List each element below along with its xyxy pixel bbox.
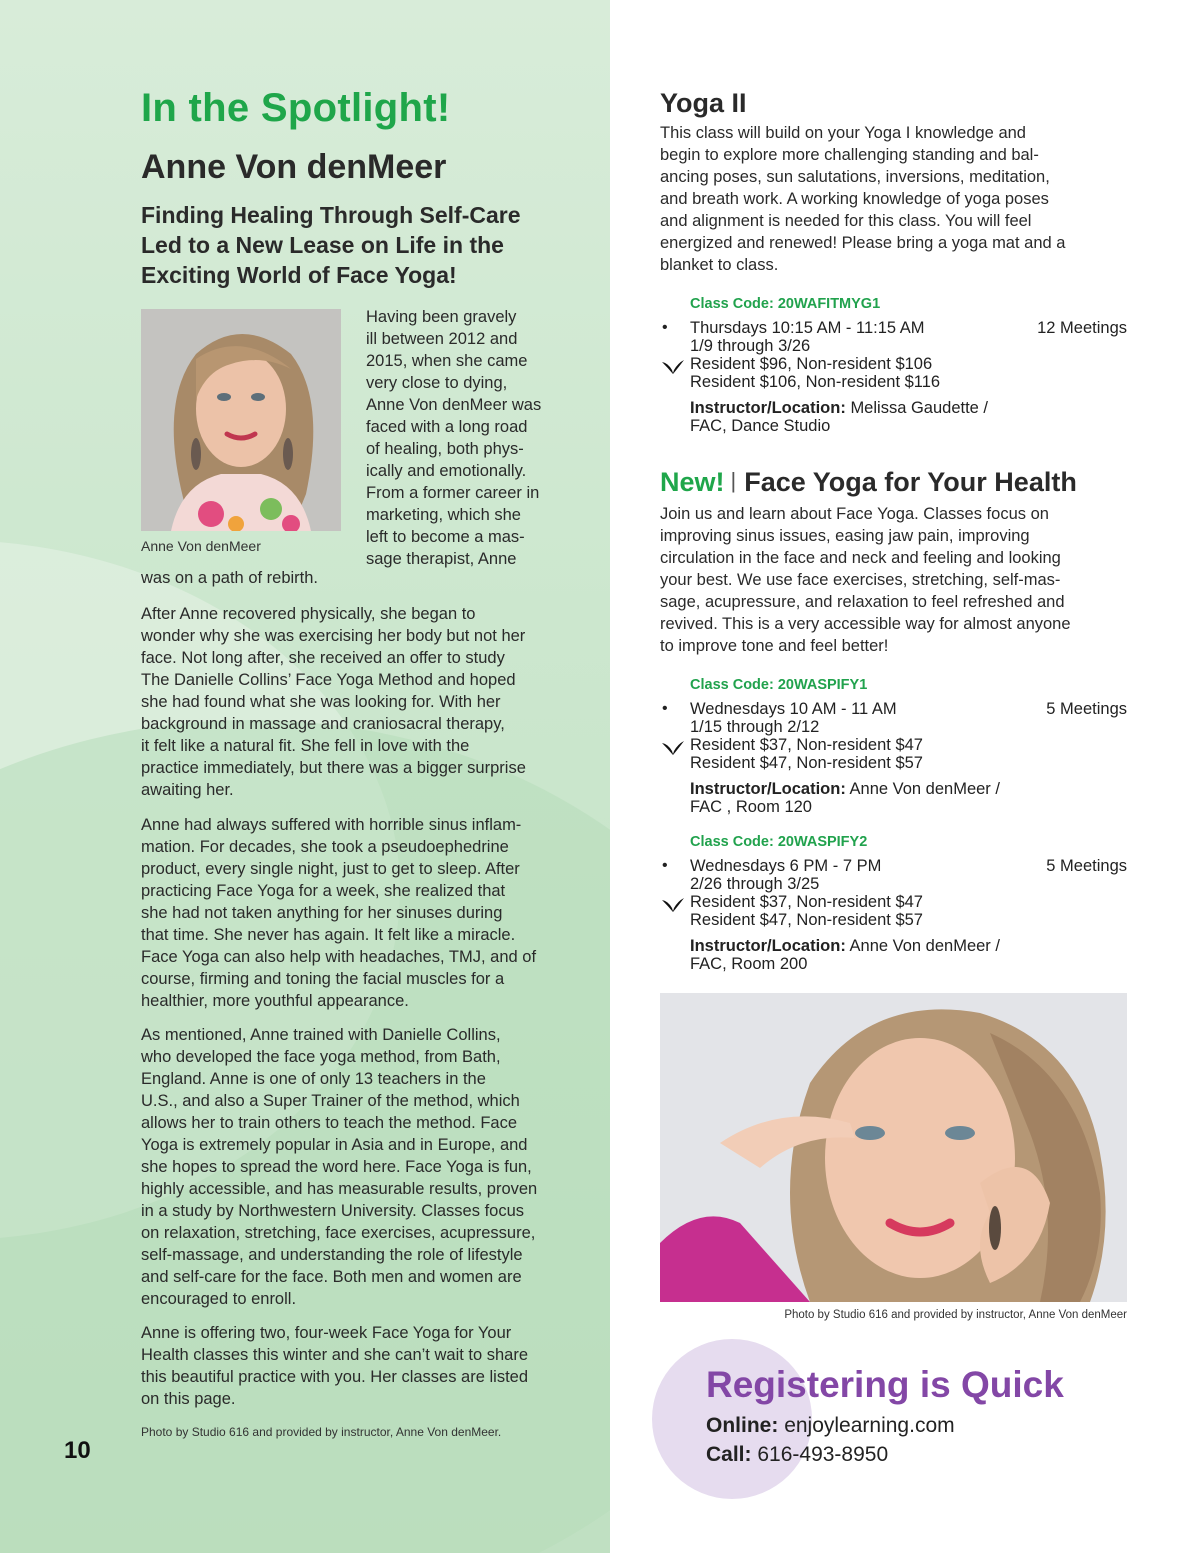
- online-label: Online:: [706, 1414, 779, 1437]
- text-line: improving sinus issues, easing jaw pain, improving: [660, 527, 1030, 545]
- class-time: Thursdays 10:15 AM - 11:15 AM: [690, 319, 925, 337]
- person-name: Anne Von denMeer: [141, 148, 447, 186]
- class-price: Resident $47, Non-resident $57: [690, 754, 923, 772]
- text-line: ically and emotionally.: [366, 462, 527, 480]
- subtitle-line: Exciting World of Face Yoga!: [141, 262, 457, 288]
- text-line: energized and renewed! Please bring a yoga mat and a: [660, 234, 1066, 252]
- class-price: Resident $37, Non-resident $47: [690, 736, 923, 754]
- text-line: Health classes this winter and she can’t wait to share: [141, 1346, 529, 1364]
- new-badge: New!: [660, 467, 725, 497]
- text-line: highly accessible, and has measurable results, proven: [141, 1180, 538, 1198]
- intro-paragraph: [366, 306, 566, 570]
- wing-icon: [661, 740, 685, 756]
- class-code: Class Code: 20WASPIFY1: [690, 677, 868, 693]
- text-line: From a former career in: [366, 484, 540, 502]
- text-line: circulation in the face and neck and feeling and looking: [660, 549, 1061, 567]
- spotlight-title: In the Spotlight!: [141, 86, 451, 130]
- text-line: self-massage, and understanding the role of lifestyle: [141, 1246, 523, 1264]
- text-line: 2015, when she came: [366, 352, 528, 370]
- text-line: she had found what she was looking for. With her: [141, 693, 501, 711]
- text-line: marketing, which she: [366, 506, 521, 524]
- class-price: Resident $106, Non-resident $116: [690, 373, 941, 391]
- class-description: [660, 503, 1130, 657]
- text-line: face. Not long after, she received an offer to study: [141, 649, 505, 667]
- website-link[interactable]: enjoylearning.com: [784, 1414, 955, 1437]
- phone-number[interactable]: 616-493-8950: [757, 1443, 889, 1466]
- text-line: ancing poses, sun salutations, inversions, meditation,: [660, 168, 1050, 186]
- text-line: Anne is offering two, four-week Face Yoga for Your: [141, 1324, 512, 1342]
- text-line: and breath work. A working knowledge of yoga poses: [660, 190, 1049, 208]
- instructor-location: [690, 399, 988, 435]
- wing-icon: [661, 359, 685, 375]
- text-line: awaiting her.: [141, 781, 234, 799]
- class-dates: 1/9 through 3/26: [690, 337, 811, 355]
- text-line: practicing Face Yoga for a week, she realized that: [141, 882, 506, 900]
- meetings-count: 5 Meetings: [1046, 700, 1127, 718]
- text-line: Anne Von denMeer was: [366, 396, 542, 414]
- text-line: on relaxation, stretching, face exercises, acupressure,: [141, 1224, 536, 1242]
- text-line: very close to dying,: [366, 374, 508, 392]
- text-line: healthier, more youthful appearance.: [141, 992, 409, 1010]
- article-paragraph: [141, 603, 561, 801]
- text-line: After Anne recovered physically, she began to: [141, 605, 476, 623]
- text-line: revived. This is a very accessible way for almost anyone: [660, 615, 1071, 633]
- text-line: and self-care for the face. Both men and women are: [141, 1268, 522, 1286]
- text-line: sage therapist, Anne: [366, 550, 517, 568]
- class-dates: 2/26 through 3/25: [690, 875, 820, 893]
- class-title-face-yoga: [660, 467, 1077, 498]
- class-price: Resident $37, Non-resident $47: [690, 893, 923, 911]
- text-line: wonder why she was exercising her body but not her: [141, 627, 526, 645]
- meetings-count: 12 Meetings: [1037, 319, 1127, 337]
- title-separator: |: [730, 468, 737, 493]
- text-line: Join us and learn about Face Yoga. Classes focus on: [660, 505, 1049, 523]
- class-price: Resident $47, Non-resident $57: [690, 911, 923, 929]
- text-line: As mentioned, Anne trained with Danielle Collins,: [141, 1026, 501, 1044]
- text-line: England. Anne is one of only 13 teachers in the: [141, 1070, 486, 1088]
- bullet: •: [662, 700, 668, 717]
- portrait-caption: Anne Von denMeer: [141, 538, 261, 554]
- instructor-label: Instructor/Location:: [690, 937, 846, 955]
- class-code: Class Code: 20WAFITMYG1: [690, 296, 881, 312]
- class-schedule: [690, 700, 923, 772]
- text-line: it felt like a natural fit. She fell in love with the: [141, 737, 470, 755]
- face-yoga-title: Face Yoga for Your Health: [744, 467, 1077, 497]
- text-line: U.S., and also a Super Trainer of the method, which: [141, 1092, 520, 1110]
- class-location: FAC , Room 120: [690, 798, 812, 816]
- text-line: Face Yoga can also help with headaches, TMJ, and of: [141, 948, 537, 966]
- registration-phone: [706, 1443, 888, 1467]
- article-paragraph: [141, 814, 561, 1012]
- text-line: allows her to train others to teach the method. Face: [141, 1114, 518, 1132]
- text-line: she hopes to spread the word here. Face Yoga is fun,: [141, 1158, 532, 1176]
- instructor-location: [690, 937, 1000, 973]
- instructor-label: Instructor/Location:: [690, 780, 846, 798]
- intro-continuation: was on a path of rebirth.: [141, 569, 319, 587]
- text-line: your best. We use face exercises, stretching, self-mas-: [660, 571, 1061, 589]
- text-line: course, firming and toning the facial muscles for a: [141, 970, 505, 988]
- text-line: that time. She never has again. It felt like a miracle.: [141, 926, 516, 944]
- class-price: Resident $96, Non-resident $106: [690, 355, 933, 373]
- text-line: in a study by Northwestern University. Classes focus: [141, 1202, 525, 1220]
- class-time: Wednesdays 6 PM - 7 PM: [690, 857, 882, 875]
- class-title-yoga-ii: Yoga II: [660, 88, 747, 118]
- text-line: left to become a mas-: [366, 528, 525, 546]
- instructor-photo: [660, 993, 1127, 1302]
- text-line: mation. For decades, she took a pseudoephedrine: [141, 838, 509, 856]
- text-line: practice immediately, but there was a bigger surprise: [141, 759, 526, 777]
- article-paragraph: [141, 1024, 561, 1310]
- text-line: This class will build on your Yoga I knowledge and: [660, 124, 1026, 142]
- instructor-name: Melissa Gaudette /: [850, 399, 989, 417]
- class-location: FAC, Dance Studio: [690, 417, 831, 435]
- class-time: Wednesdays 10 AM - 11 AM: [690, 700, 897, 718]
- text-line: ill between 2012 and: [366, 330, 518, 348]
- bullet: •: [662, 319, 668, 336]
- text-line: Having been gravely: [366, 308, 517, 326]
- instructor-label: Instructor/Location:: [690, 399, 846, 417]
- text-line: she had not taken anything for her sinuses during: [141, 904, 503, 922]
- meetings-count: 5 Meetings: [1046, 857, 1127, 875]
- text-line: product, every single night, just to get to sleep. After: [141, 860, 520, 878]
- text-line: and alignment is needed for this class. You will feel: [660, 212, 1032, 230]
- class-dates: 1/15 through 2/12: [690, 718, 820, 736]
- text-line: on this page.: [141, 1390, 236, 1408]
- article-subtitle: [141, 200, 561, 290]
- text-line: background in massage and craniosacral therapy,: [141, 715, 505, 733]
- text-line: begin to explore more challenging standing and bal-: [660, 146, 1039, 164]
- subtitle-line: Finding Healing Through Self-Care: [141, 202, 521, 228]
- photo-credit: Photo by Studio 616 and provided by instructor, Anne Von denMeer.: [141, 1425, 502, 1439]
- text-line: Anne had always suffered with horrible sinus inflam-: [141, 816, 522, 834]
- registration-title: Registering is Quick: [706, 1364, 1064, 1405]
- class-schedule: [690, 319, 940, 391]
- registration-online: [706, 1414, 955, 1438]
- page-number: 10: [64, 1437, 91, 1464]
- text-line: Yoga is extremely popular in Asia and in Europe, and: [141, 1136, 528, 1154]
- article-paragraph: [141, 1322, 561, 1410]
- text-line: who developed the face yoga method, from Bath,: [141, 1048, 501, 1066]
- text-line: to improve tone and feel better!: [660, 637, 889, 655]
- text-line: faced with a long road: [366, 418, 528, 436]
- class-schedule: [690, 857, 923, 929]
- instructor-name: Anne Von denMeer /: [849, 937, 1000, 955]
- instructor-name: Anne Von denMeer /: [849, 780, 1000, 798]
- class-location: FAC, Room 200: [690, 955, 808, 973]
- text-line: this beautiful practice with you. Her classes are listed: [141, 1368, 529, 1386]
- text-line: The Danielle Collins’ Face Yoga Method and hoped: [141, 671, 516, 689]
- class-description: [660, 122, 1130, 276]
- wing-icon: [661, 897, 685, 913]
- text-line: of healing, both phys-: [366, 440, 524, 458]
- subtitle-line: Led to a New Lease on Life in the: [141, 232, 504, 258]
- photo-credit: Photo by Studio 616 and provided by instructor, Anne Von denMeer: [784, 1309, 1127, 1321]
- bullet: •: [662, 857, 668, 874]
- text-line: sage, acupressure, and relaxation to feel refreshed and: [660, 593, 1065, 611]
- portrait-photo: [141, 309, 341, 531]
- call-label: Call:: [706, 1443, 752, 1466]
- text-line: encouraged to enroll.: [141, 1290, 297, 1308]
- text-line: blanket to class.: [660, 256, 779, 274]
- instructor-location: [690, 780, 1000, 816]
- class-code: Class Code: 20WASPIFY2: [690, 834, 868, 850]
